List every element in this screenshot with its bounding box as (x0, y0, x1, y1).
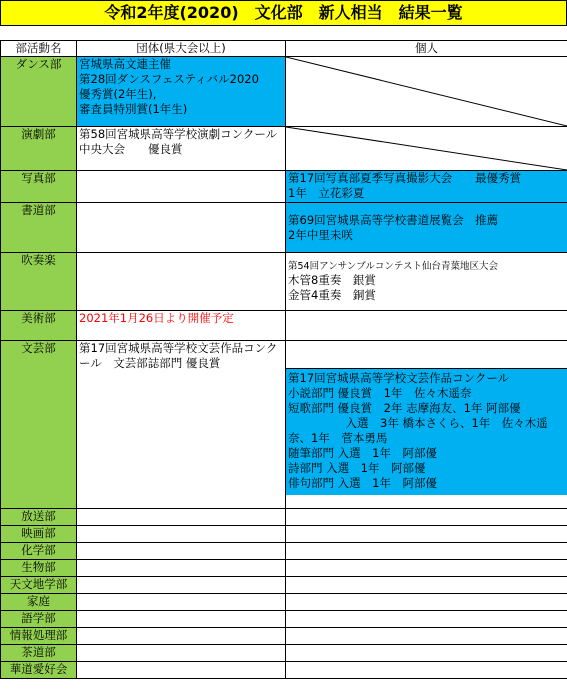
individual-line: 第17回写真部夏季写真撮影大会 最優秀賞 (288, 171, 522, 185)
table-row (1, 509, 567, 526)
club-name: 美術部 (1, 311, 77, 341)
individual-empty (286, 57, 567, 127)
individual-line: 俳句部門 入選 1年 阿部優 (288, 476, 437, 490)
table-row (1, 203, 567, 253)
club-name: 文芸部 (1, 341, 77, 509)
table-row (1, 543, 567, 560)
individual-result (286, 526, 567, 543)
group-result (77, 341, 286, 509)
table-row (1, 253, 567, 311)
individual-result (286, 662, 567, 679)
table-row (1, 594, 567, 611)
table-row (1, 311, 567, 341)
cell-spacer (286, 341, 567, 368)
table-row (1, 628, 567, 645)
individual-result (286, 645, 567, 662)
header-row (1, 41, 567, 57)
individual-result (286, 311, 567, 341)
individual-result (286, 341, 567, 509)
individual-result (286, 628, 567, 645)
group-result (77, 509, 286, 526)
group-result (77, 560, 286, 577)
individual-line: 短歌部門 優良賞 2年 志摩海友、1年 阿部優 (288, 401, 521, 415)
club-name: 華道愛好会 (1, 662, 77, 679)
club-name: 茶道部 (1, 645, 77, 662)
individual-line: 第69回宮城県高等学校書道展覧会 推薦 (288, 212, 499, 227)
individual-result (286, 203, 567, 253)
diagonal-line (286, 57, 567, 126)
club-name: 情報処理部 (1, 628, 77, 645)
club-name: 家庭 (1, 594, 77, 611)
club-name: 化学部 (1, 543, 77, 560)
diagonal-line (286, 127, 567, 170)
club-name: 写真部 (1, 171, 77, 203)
individual-result (286, 577, 567, 594)
header-group: 団体(県大会以上) (77, 41, 286, 57)
group-line: 審査員特別賞(1年生) (79, 102, 188, 116)
individual-empty (286, 127, 567, 171)
club-name: 語学部 (1, 611, 77, 628)
club-name: 映画部 (1, 526, 77, 543)
individual-line: 詩部門 入選 1年 阿部優 (288, 461, 426, 475)
individual-line: 随筆部門 入選 1年 阿部優 (288, 446, 437, 460)
individual-line: 金管4重奏 銅賞 (288, 288, 376, 302)
table-row (1, 560, 567, 577)
group-note: 2021年1月26日より開催予定 (77, 311, 286, 341)
individual-line: 小説部門 優良賞 1年 佐々木遥奈 (288, 386, 472, 400)
individual-result (286, 560, 567, 577)
group-result (77, 543, 286, 560)
table-row (1, 611, 567, 628)
group-result (77, 171, 286, 203)
club-name: 生物部 (1, 560, 77, 577)
blank-row (0, 26, 567, 40)
individual-result (286, 253, 567, 311)
individual-line: 入選 3年 橋本さくら、1年 佐々木遥奈、1年 菅本勇馬 (288, 416, 548, 445)
club-name: 書道部 (1, 203, 77, 253)
individual-result (286, 611, 567, 628)
table-row (1, 662, 567, 679)
group-result (77, 662, 286, 679)
group-line: 宮城県高文連主催 (79, 57, 171, 71)
individual-result (286, 543, 567, 560)
club-name: ダンス部 (1, 57, 77, 127)
club-name: 放送部 (1, 509, 77, 526)
table-row (1, 127, 567, 171)
individual-highlight (286, 368, 567, 495)
group-result (77, 57, 286, 127)
table-row (1, 171, 567, 203)
group-result (77, 577, 286, 594)
group-result (77, 628, 286, 645)
table-row (1, 645, 567, 662)
group-result (77, 594, 286, 611)
header-club: 部活動名 (1, 41, 77, 57)
table-row (1, 57, 567, 127)
club-name: 天文地学部 (1, 577, 77, 594)
group-line: 第58回宮城県高等学校演劇コンクール中央大会 優良賞 (79, 127, 278, 156)
group-line: 第17回宮城県高等学校文芸作品コンクール 文芸部誌部門 優良賞 (79, 341, 278, 370)
page-title: 令和2年度(2020) 文化部 新人相当 結果一覧 (0, 0, 567, 26)
individual-line: 第17回宮城県高等学校文芸作品コンクール (288, 371, 510, 385)
individual-line: 1年 立花彩夏 (288, 186, 365, 200)
individual-result (286, 509, 567, 526)
group-result (77, 127, 286, 171)
group-result (77, 611, 286, 628)
group-line: 第28回ダンスフェスティバル2020 (79, 72, 259, 86)
table-row (1, 577, 567, 594)
individual-result (286, 594, 567, 611)
individual-line: 木管8重奏 銀賞 (288, 273, 376, 287)
group-result (77, 526, 286, 543)
group-result (77, 253, 286, 311)
table-row (1, 341, 567, 509)
header-individual: 個人 (286, 41, 567, 57)
club-name: 演劇部 (1, 127, 77, 171)
group-result (77, 645, 286, 662)
results-table (0, 40, 567, 679)
individual-line: 2年中里未咲 (288, 227, 353, 242)
group-line: 優秀賞(2年生), (79, 87, 157, 101)
individual-result (286, 171, 567, 203)
individual-line: 第54回アンサンブルコンテスト仙台青葉地区大会 (288, 261, 498, 272)
club-name: 吹奏楽 (1, 253, 77, 311)
group-result (77, 203, 286, 253)
table-row (1, 526, 567, 543)
